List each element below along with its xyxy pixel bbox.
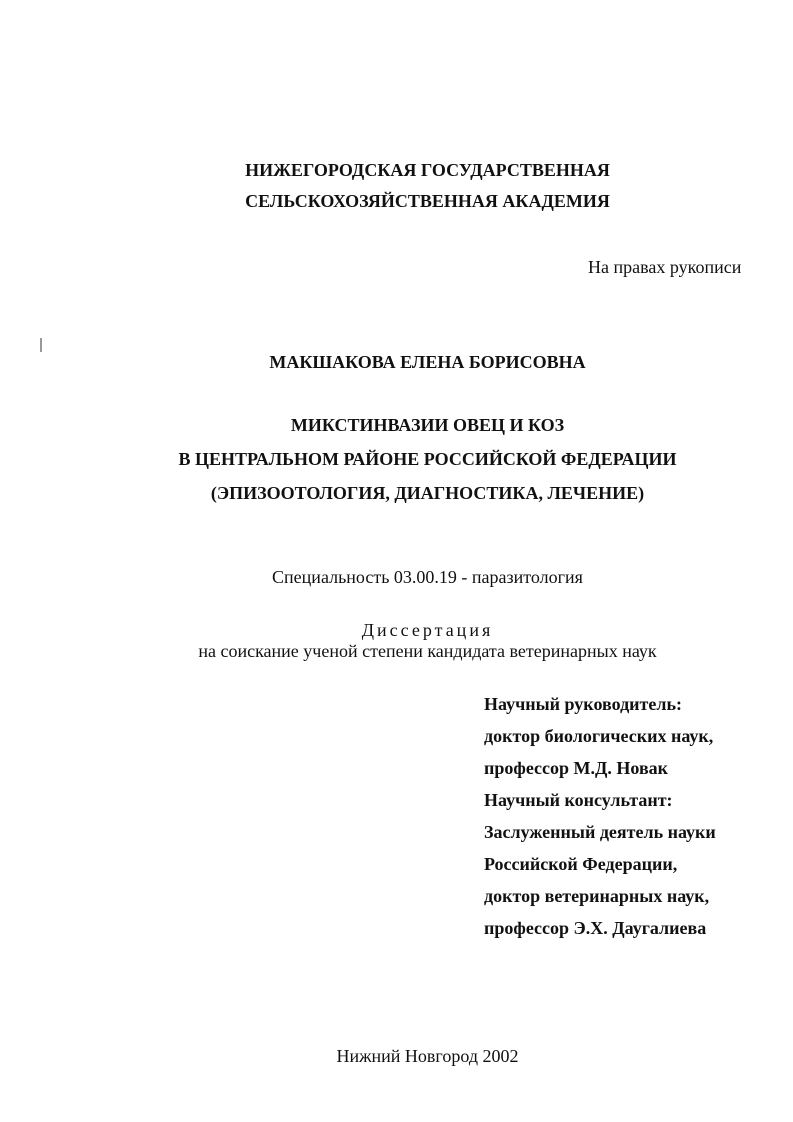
institution-line-2: СЕЛЬСКОХОЗЯЙСТВЕННАЯ АКАДЕМИЯ xyxy=(245,191,610,211)
advisor-line: доктор биологических наук, xyxy=(484,726,714,746)
advisors-block xyxy=(484,693,716,949)
advisor-line: Научный руководитель: xyxy=(484,694,682,714)
advisor-line: доктор ветеринарных наук, xyxy=(484,886,710,906)
advisor-line: профессор М.Д. Новак xyxy=(484,758,669,778)
rights-note: На правах рукописи xyxy=(588,257,742,277)
advisor-line: профессор Э.Х. Даугалиева xyxy=(484,918,707,938)
institution-line-1: НИЖЕГОРОДСКАЯ ГОСУДАРСТВЕННАЯ xyxy=(245,160,610,180)
specialty: Специальность 03.00.19 - паразитология xyxy=(272,567,583,587)
place-year: Нижний Новгород 2002 xyxy=(336,1046,519,1066)
title-line-3: (ЭПИЗООТОЛОГИЯ, ДИАГНОСТИКА, ЛЕЧЕНИЕ) xyxy=(210,483,645,503)
work-type: Диссертация xyxy=(361,620,494,640)
advisor-line: Заслуженный деятель науки xyxy=(484,822,716,842)
scan-mark xyxy=(40,338,42,352)
advisor-line: Российской Федерации, xyxy=(484,854,678,874)
title-line-2: В ЦЕНТРАЛЬНОМ РАЙОНЕ РОССИЙСКОЙ ФЕДЕРАЦИИ xyxy=(178,449,677,469)
title-line-1: МИКСТИНВАЗИИ ОВЕЦ И КОЗ xyxy=(290,415,565,435)
degree-line: на соискание ученой степени кандидата ветеринарных наук xyxy=(198,641,657,661)
advisor-line: Научный консультант: xyxy=(484,790,673,810)
author-name: МАКШАКОВА ЕЛЕНА БОРИСОВНА xyxy=(269,352,586,372)
